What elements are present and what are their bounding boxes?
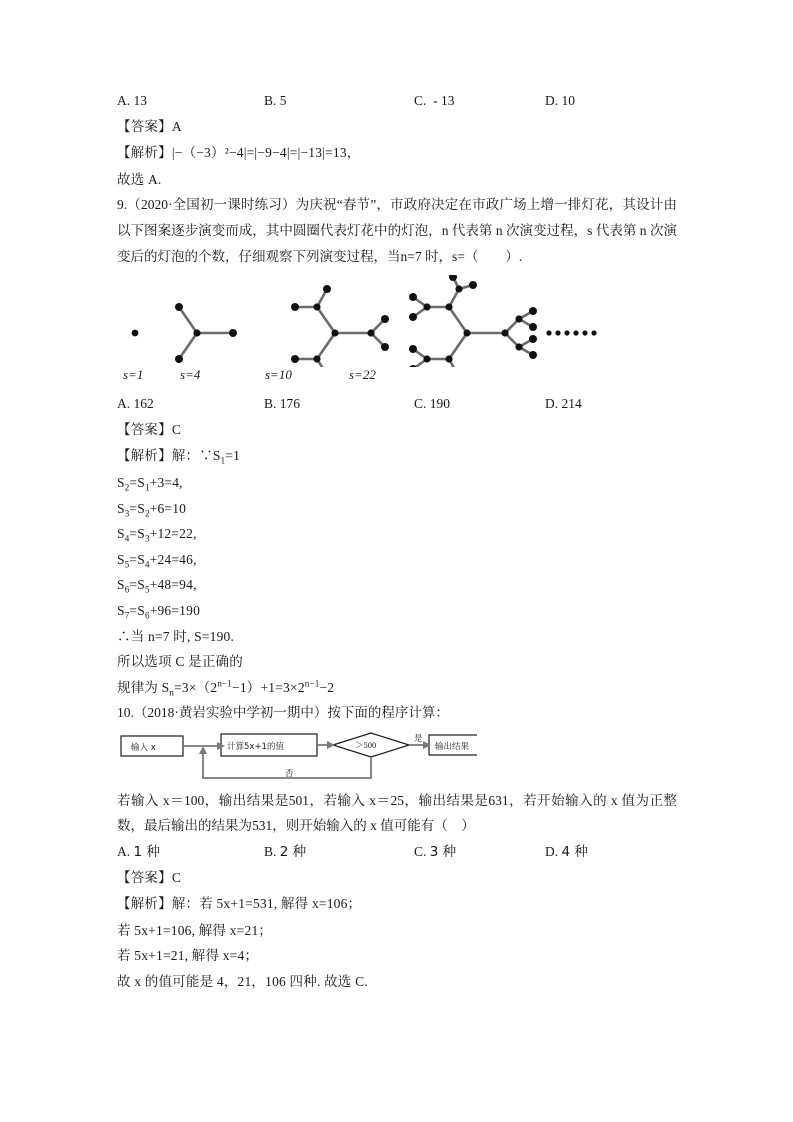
step6-lhs: S <box>117 602 125 618</box>
formula-mid-2: −1）+1=3×2 <box>232 679 305 695</box>
step2-rhs-sub: 2 <box>144 508 150 519</box>
q8-answer-line <box>117 114 677 141</box>
step5-tail: +48=94, <box>149 577 197 593</box>
q9-analysis-line <box>117 443 677 470</box>
step1-tail: +3=4, <box>149 474 183 490</box>
flow-yes-label: 是 <box>414 733 423 744</box>
formula-mid: =3×（2 <box>174 679 218 695</box>
step5-rhs: =S <box>129 577 145 593</box>
q9-question-text <box>117 192 677 269</box>
step6-rhs-sub: 6 <box>144 610 150 621</box>
q9-option-c <box>414 391 450 417</box>
q9-step-4 <box>117 547 677 573</box>
flow-decision-label: ＞500 <box>355 739 377 750</box>
q9-analysis-lead: 解：∵S <box>171 448 221 464</box>
step3-tail: +12=22, <box>149 526 197 542</box>
figure-label-s4: s=4 <box>180 367 201 383</box>
step4-lhs-sub: 5 <box>124 559 130 570</box>
q9-option-c-value: 190 <box>429 396 451 412</box>
flow-process-label: 计算5x+1的值 <box>227 741 284 752</box>
q8-option-d-key: D. <box>545 93 559 108</box>
q10-option-c-value: 3 种 <box>429 844 457 861</box>
step1-rhs: =S <box>129 474 145 490</box>
document-content <box>117 88 677 995</box>
q8-analysis-text: |−（−3）²−4|=|−9−4|=|−13|=13， <box>171 145 361 161</box>
q10-analysis-label: 【解析】 <box>117 896 172 913</box>
q10-source: （2018·黄岩实验中学初一期中） <box>133 705 328 721</box>
step1-lhs: S <box>117 474 125 490</box>
q9-step-1 <box>117 470 677 496</box>
step1-rhs-sub: 1 <box>144 482 150 493</box>
q10-number: 10. <box>117 705 134 721</box>
q9-formula-line <box>117 675 677 701</box>
program-flowchart <box>117 730 477 786</box>
q9-option-b-key: B. <box>264 396 277 412</box>
step6-lhs-sub: 7 <box>124 610 130 621</box>
q9-option-a-key: A. <box>117 396 131 412</box>
q8-answer-value: A <box>171 118 182 134</box>
q10-option-c-key: C. <box>414 844 427 860</box>
q9-source: （2020·全国初一课时练习） <box>127 197 296 213</box>
step5-lhs: S <box>117 577 125 593</box>
q9-option-a-value: 162 <box>133 396 154 412</box>
tree-stage-3 <box>291 285 389 367</box>
q10-body: 按下面的程序计算： <box>327 705 449 721</box>
q10-option-b <box>264 839 306 866</box>
q9-answer-label: 【答案】 <box>117 421 172 438</box>
q9-figure <box>117 275 677 367</box>
step4-lhs: S <box>117 551 125 567</box>
q9-body: 为庆祝“春节”，市政府决定在市政广场上增一排灯花，其设计由以下图案逐步演变而成，其中圆圈代表灯花中的灯泡，n 代表第 n 次演变过程，s 代表第 n 次演变后的灯泡的个数，仔细观察下列演变过程，当n=7 时，s=（ ）. <box>117 197 677 264</box>
step4-rhs: =S <box>129 551 145 567</box>
q9-step-2 <box>117 496 677 522</box>
figure-label-s22: s=22 <box>349 367 376 383</box>
q9-option-c-key: C. <box>414 396 427 412</box>
flow-output-label: 输出结果 <box>435 741 470 752</box>
step5-lhs-sub: 6 <box>124 585 130 595</box>
q8-analysis-label: 【解析】 <box>117 145 172 162</box>
tree-stage-1 <box>132 330 139 337</box>
step1-lhs-sub: 2 <box>124 482 130 493</box>
step3-lhs-sub: 4 <box>124 533 130 544</box>
q9-result-line: ∴当 n=7 时, S=190. <box>117 628 235 644</box>
flow-no-label: 否 <box>285 768 294 779</box>
q9-answer-line <box>117 417 677 444</box>
step5-rhs-sub: 5 <box>144 585 150 595</box>
flow-input-label: 输入 x <box>131 742 156 753</box>
q10-option-b-key: B. <box>264 844 277 860</box>
q9-option-d-value: 214 <box>561 396 582 412</box>
q8-option-b-value: 5 <box>279 93 287 108</box>
step3-lhs: S <box>117 526 125 542</box>
step4-rhs-sub: 4 <box>144 559 150 570</box>
tree-stage-4 <box>409 275 537 367</box>
q10-option-a-value: 1 种 <box>133 844 160 861</box>
q8-answer-label: 【答案】 <box>117 118 172 135</box>
q8-option-a-key: A. <box>117 93 131 108</box>
q8-option-d-value: 10 <box>561 93 575 108</box>
q10-analysis-line-3: 若 5x+1=21, 解得 x=4； <box>117 948 259 964</box>
q8-analysis-line <box>117 140 677 167</box>
figure-label-s1: s=1 <box>123 367 144 383</box>
q8-option-c-key: C. <box>414 93 427 108</box>
step6-rhs: =S <box>129 602 145 618</box>
q9-option-d-key: D. <box>545 396 559 412</box>
q8-option-b-key: B. <box>264 93 277 108</box>
step3-rhs-sub: 3 <box>144 533 150 544</box>
q10-prompt: 若输入 x＝100，输出结果是501，若输入 x＝25，输出结果是631，若开始输入的 x 值为正整数，最后输出的结果为531，则开始输入的 x 值可能有（ ） <box>117 792 677 834</box>
q9-choice-line: 所以选项 C 是正确的 <box>117 654 243 670</box>
q9-option-d <box>545 391 582 417</box>
step2-lhs: S <box>117 500 125 516</box>
q9-options-row <box>117 391 677 417</box>
arrowhead-loop <box>199 746 207 754</box>
q8-option-c <box>414 88 455 114</box>
step2-rhs: =S <box>129 500 145 516</box>
q9-option-a <box>117 391 154 417</box>
q10-analysis-line-2: 若 5x+1=106, 解得 x=21； <box>117 922 273 938</box>
step2-lhs-sub: 3 <box>124 508 130 519</box>
formula-sup-2: n−1 <box>304 678 320 689</box>
formula-sub: n <box>169 687 175 698</box>
q8-option-a-value: 13 <box>133 93 147 108</box>
q10-analysis-line-4: 故 x 的值可能是 4，21，106 四种. 故选 C. <box>117 974 368 990</box>
q9-step-3 <box>117 521 677 547</box>
tree-stage-2 <box>175 303 237 363</box>
arrowhead-3 <box>423 741 431 749</box>
q9-analysis-lead-sub: 1 <box>220 456 226 467</box>
q9-analysis-label: 【解析】 <box>117 448 172 465</box>
q10-option-a <box>117 839 160 866</box>
q8-option-d <box>545 88 575 114</box>
q9-option-b-value: 176 <box>279 396 301 412</box>
q8-option-b <box>264 88 287 114</box>
fractal-tree-diagram <box>117 275 677 367</box>
formula-tail: −2 <box>319 679 335 695</box>
formula-sup-1: n−1 <box>217 678 233 689</box>
step2-tail: +6=10 <box>149 500 187 516</box>
step3-rhs: =S <box>129 526 145 542</box>
figure-ellipsis-dots <box>546 331 596 336</box>
q10-answer-label: 【答案】 <box>117 869 172 886</box>
q9-answer-value: C <box>171 421 182 437</box>
step6-tail: +96=190 <box>149 602 201 618</box>
q10-option-a-key: A. <box>117 844 131 860</box>
step4-tail: +24=46, <box>149 551 197 567</box>
q10-options-row <box>117 839 677 865</box>
q9-option-b <box>264 391 300 417</box>
q10-answer-value: C <box>171 869 182 885</box>
q10-analysis-text-1: 解：若 5x+1=531, 解得 x=106； <box>171 896 362 912</box>
q9-number: 9. <box>117 197 128 213</box>
q10-question-text <box>117 700 677 726</box>
q10-option-d <box>545 839 588 866</box>
q9-step-5 <box>117 572 677 598</box>
q10-option-d-key: D. <box>545 844 559 860</box>
q9-step-6 <box>117 598 677 624</box>
figure-label-s10: s=10 <box>265 367 292 383</box>
q8-options-row <box>117 88 677 114</box>
arrowhead-2 <box>327 741 335 749</box>
q9-analysis-lead-tail: =1 <box>225 448 241 464</box>
q8-option-c-value: - 13 <box>429 93 455 108</box>
q9-figure-labels <box>117 367 677 387</box>
q10-flowchart <box>117 730 677 786</box>
q10-option-d-value: 4 种 <box>561 844 588 861</box>
formula-prefix: 规律为 S <box>117 679 170 695</box>
q10-analysis-line-1 <box>117 891 677 918</box>
q10-option-b-value: 2 种 <box>279 844 307 861</box>
q10-option-c <box>414 839 456 866</box>
q10-answer-line <box>117 865 677 892</box>
q8-conclusion: 故选 A. <box>117 171 162 187</box>
q8-option-a <box>117 88 147 114</box>
